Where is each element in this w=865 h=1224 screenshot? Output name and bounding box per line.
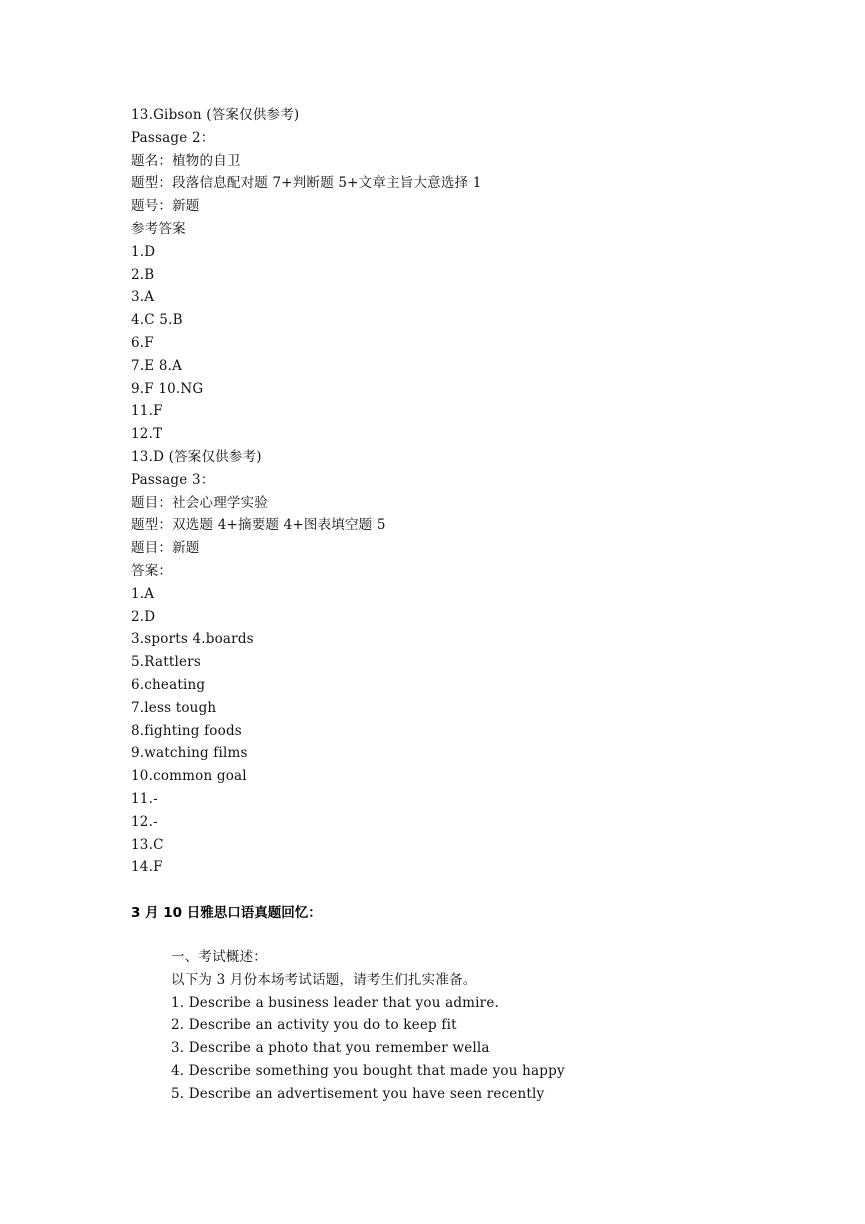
answer-line: 12.- — [131, 813, 158, 830]
answer-line: 3.sports 4.boards — [131, 631, 254, 648]
answer-line: 7.E 8.A — [131, 357, 183, 374]
topic-item: 5. Describe an advertisement you have seen recently — [171, 1085, 545, 1102]
speaking-section-heading: 3 月 10 日雅思口语真题回忆： — [131, 905, 322, 921]
answer-line: 5.Rattlers — [131, 654, 201, 671]
answer-line: 3.A — [131, 289, 155, 306]
answers-heading: 答案： — [131, 562, 173, 579]
answer-line: 1.A — [131, 585, 155, 602]
topic-item: 3. Describe a photo that you remember wella — [171, 1040, 490, 1057]
answer-line: 4.C 5.B — [131, 312, 183, 329]
passage-name: 题目：社会心理学实验 — [131, 494, 268, 511]
speaking-topics-section — [171, 946, 811, 1106]
answer-line: 9.watching films — [131, 745, 248, 762]
answer-line: 7.less tough — [131, 699, 217, 716]
overview-intro: 以下为 3 月份本场考试话题，请考生们扎实准备。 — [171, 971, 477, 988]
answer-line: 6.cheating — [131, 676, 206, 693]
passage-title: Passage 3： — [131, 471, 215, 488]
passage-name: 题名：植物的自卫 — [131, 152, 241, 169]
topic-item: 1. Describe a business leader that you admire. — [171, 994, 500, 1011]
answer-line: 8.fighting foods — [131, 722, 242, 739]
answer-line: 2.D — [131, 608, 156, 625]
question-types: 题型：双选题 4+摘要题 4+图表填空题 5 — [131, 517, 386, 534]
answer-line: 10.common goal — [131, 768, 247, 785]
passage-title: Passage 2： — [131, 129, 215, 146]
answer-line: 11.- — [131, 790, 158, 807]
answer-line: 13.D (答案仅供参考) — [131, 448, 262, 465]
answer-line: 2.B — [131, 266, 155, 283]
answer-line: 12.T — [131, 426, 163, 443]
answer-line: 6.F — [131, 334, 154, 351]
answer-line: 1.D — [131, 243, 156, 260]
answer-line: 13.Gibson (答案仅供参考) — [131, 107, 300, 123]
answers-heading: 参考答案 — [131, 220, 186, 237]
answer-line: 11.F — [131, 403, 163, 420]
answer-line: 9.F 10.NG — [131, 380, 204, 397]
question-id: 题号：新题 — [131, 198, 200, 215]
overview-heading: 一、考试概述： — [171, 949, 267, 965]
topic-item: 4. Describe something you bought that made you happy — [171, 1062, 565, 1079]
reading-answers-section — [131, 104, 811, 879]
question-types: 题型：段落信息配对题 7+判断题 5+文章主旨大意选择 1 — [131, 175, 482, 192]
topic-item: 2. Describe an activity you do to keep fit — [171, 1017, 457, 1034]
answer-line: 14.F — [131, 859, 163, 876]
question-id: 题目：新题 — [131, 540, 200, 557]
answer-line: 13.C — [131, 836, 164, 853]
